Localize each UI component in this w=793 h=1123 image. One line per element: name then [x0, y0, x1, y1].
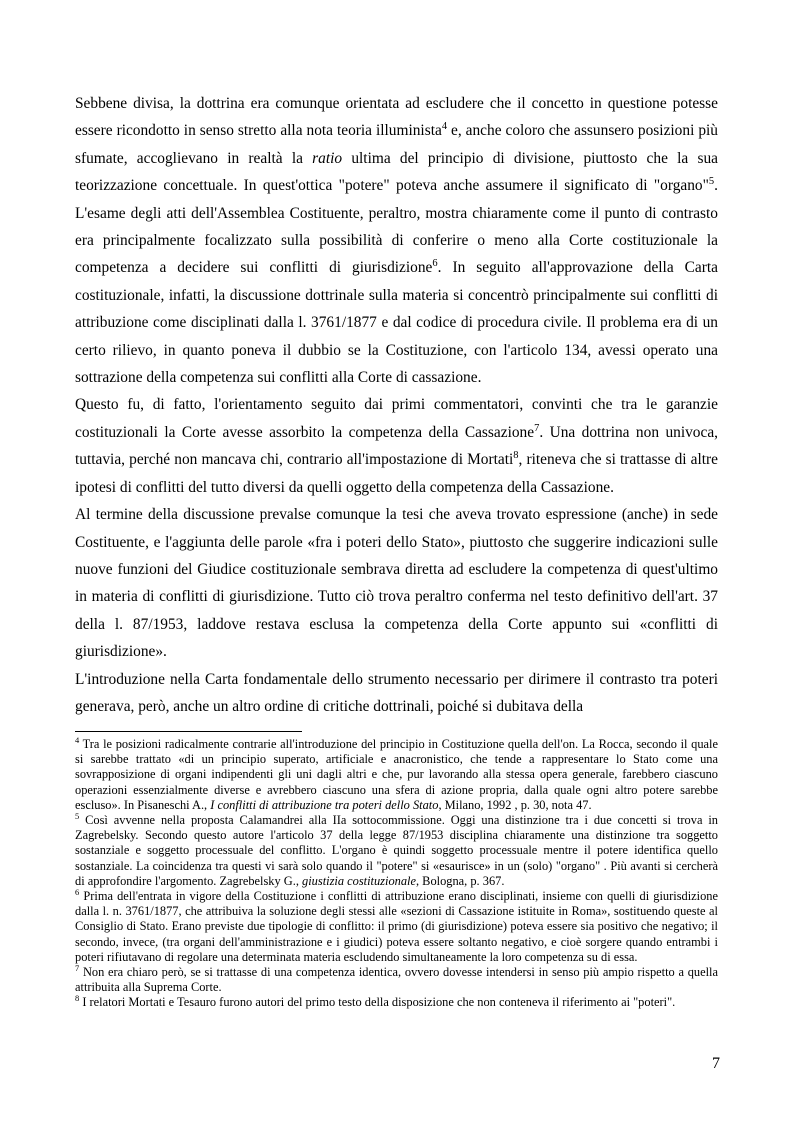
- page-number: 7: [712, 1055, 720, 1072]
- footnote-8: [75, 995, 718, 1010]
- footnote-ref-6[interactable]: 6: [432, 258, 438, 270]
- citation-title: I conflitti di attribuzione tra poteri dello Stato: [210, 797, 439, 812]
- footnotes: [75, 734, 718, 1011]
- footnote-ref-7[interactable]: 7: [534, 422, 540, 434]
- paragraph-4: L'introduzione nella Carta fondamentale dello strumento necessario per dirimere il contrasto tra poteri generava, però, anche un altro ordine di critiche dottrinali, poiché si dubitava della: [75, 670, 718, 715]
- text-run: I relatori Mortati e Tesauro furono autori del primo testo della disposizione che non conteneva il riferimento ai "poteri".: [79, 995, 676, 1010]
- footnote-4: [75, 734, 718, 813]
- text-run: Questo fu, di fatto, l'orientamento seguito dai primi commentatori, convinti che tra le garanzie costituzionali la Corte avesse assorbito la competenza della Cassazione: [75, 396, 718, 441]
- footnote-7: [75, 962, 718, 995]
- footnote-number: 6: [75, 886, 80, 897]
- text-run: . In seguito all'approvazione della Carta costituzionale, infatti, la discussione dottrinale sulla materia si concentrò principalmente sui conflitti di attribuzione come disciplinati dalla l. 3761/1877 e dal codice di procedura civile. Il problema era di un certo rilievo, in quanto poneva il dubbio se la Costituzione, con l'articolo 134, avessi operato una sottrazione della competenza sui conflitti alla Corte di cassazione.: [75, 259, 718, 387]
- footnote-separator: [75, 731, 302, 732]
- footnote-ref-4[interactable]: 4: [441, 121, 448, 133]
- footnote-number: 5: [75, 810, 80, 821]
- text-run: Tra le posizioni radicalmente contrarie all'introduzione del principio in Costituzione quella dell'on. La Rocca, secondo il quale si sarebbe trattato «di un principio superato, artificiale e anacronistico, che tende a rappresentare lo Stato come una sovrapposizione di organi indipendenti gli uni dagli altri e che, pur lavorando alla stessa opera generale, farebbero ciascuno operazioni essenzialmente diverse e avrebbero ciascuno una sfera di azione propria, dalla quale ogni altro potere sarebbe escluso». In Pisaneschi A.,: [75, 737, 718, 812]
- footnote-number: 7: [75, 962, 80, 973]
- footnote-5: [75, 810, 718, 889]
- footnote-ref-5[interactable]: 5: [708, 176, 715, 188]
- footnote-number: 4: [75, 734, 80, 745]
- body-text: [75, 90, 718, 720]
- text-run: Prima dell'entrata in vigore della Costituzione i conflitti di attribuzione erano disciplinati, insieme con quelli di giurisdizione dalla l. n. 3761/1877, che attribuiva la soluzione degli stessi alle «sezioni di Cassazione istituite in Roma», sostituendo queste al Consiglio di Stato. Erano previste due tipologie di conflitto: il primo (di giurisdizione) poteva essere sia positivo che negativo; il secondo, invece, (tra organi dell'amministrazione e i giudici) poteva essere soltanto negativo, e cioè sorgere quando entrambi i poteri rifiutavano di regolare una determinata materia escludendo simultaneamente la loro competenza su di essa.: [75, 889, 718, 964]
- italic-term: ratio: [312, 149, 343, 167]
- text-run: ultima del principio di divisione, piuttosto che la sua teorizzazione concettuale. In quest'ottica "potere" poteva anche assumere il significato di "organo": [75, 149, 718, 195]
- paragraph-3: Al termine della discussione prevalse comunque la tesi che aveva trovato espressione (anche) in sede Costituente, e l'aggiunta delle parole «fra i poteri dello Stato», piuttosto che suggerire indicazioni sulle nuove funzioni del Giudice costituzionale sembrava diretta ad escludere la competenza di quest'ultimo in materia di conflitti di giurisdizione. Tutto ciò trova peraltro conferma nel testo definitivo dell'art. 37 della l. 87/1953, laddove restava esclusa la competenza della Corte appunto sui «conflitti di giurisdizione».: [75, 506, 718, 661]
- footnote-ref-8[interactable]: 8: [513, 450, 519, 462]
- text-run: Sebbene divisa, la dottrina era comunque orientata ad escludere che il concetto in questione potesse essere ricondotto in senso stretto alla nota teoria illuminista: [75, 95, 718, 140]
- footnote-6: [75, 886, 718, 965]
- text-run: . Una dottrina non univoca, tuttavia, perché non mancava chi, contrario all'impostazione di Mortati: [75, 423, 719, 469]
- text-run: , Milano, 1992 , p. 30, nota 47.: [438, 797, 592, 812]
- text-run: , riteneva che si trattasse di altre ipotesi di conflitti del tutto diversi da quelli oggetto della competenza della Cassazione.: [75, 451, 719, 496]
- text-run: Non era chiaro però, se si trattasse di una competenza identica, ovvero dovesse intendersi in senso più ampio rispetto a quella attribuita alla Suprema Corte.: [75, 965, 718, 995]
- paragraph-2: [75, 391, 718, 501]
- text-run: , Bologna, p. 367.: [415, 873, 505, 888]
- paragraph-1: [75, 90, 718, 391]
- text-run: e, anche coloro che assunsero posizioni più sfumate, accoglievano in realtà la: [75, 122, 718, 167]
- text-run: . L'esame degli atti dell'Assemblea Costituente, peraltro, mostra chiaramente come il punto di contrasto era principalmente focalizzato sulla possibilità di conferire o meno alla Corte costituzionale la competenza a decidere sui conflitti di giurisdizione: [75, 177, 718, 277]
- text-run: Così avvenne nella proposta Calamandrei alla IIa sottocommissione. Oggi una distinzione tra i due concetti si trova in Zagrebelsky. Secondo questo autore l'articolo 37 della legge 87/1953 disciplina chiaramente una distinzione tra soggetto sostanziale e soggetto processuale del conflitto. L'organo è quindi soggetto processuale mentre il potere identifica quello sostanziale. La coincidenza tra questi vi sarà solo quando il "potere" si «esaurisce» in un (solo) "organo" . Più avanti si cercherà di approfondire l'argomento. Zagrebelsky G.,: [75, 813, 718, 888]
- citation-title: giustizia costituzionale: [302, 873, 416, 888]
- footnote-number: 8: [75, 993, 80, 1004]
